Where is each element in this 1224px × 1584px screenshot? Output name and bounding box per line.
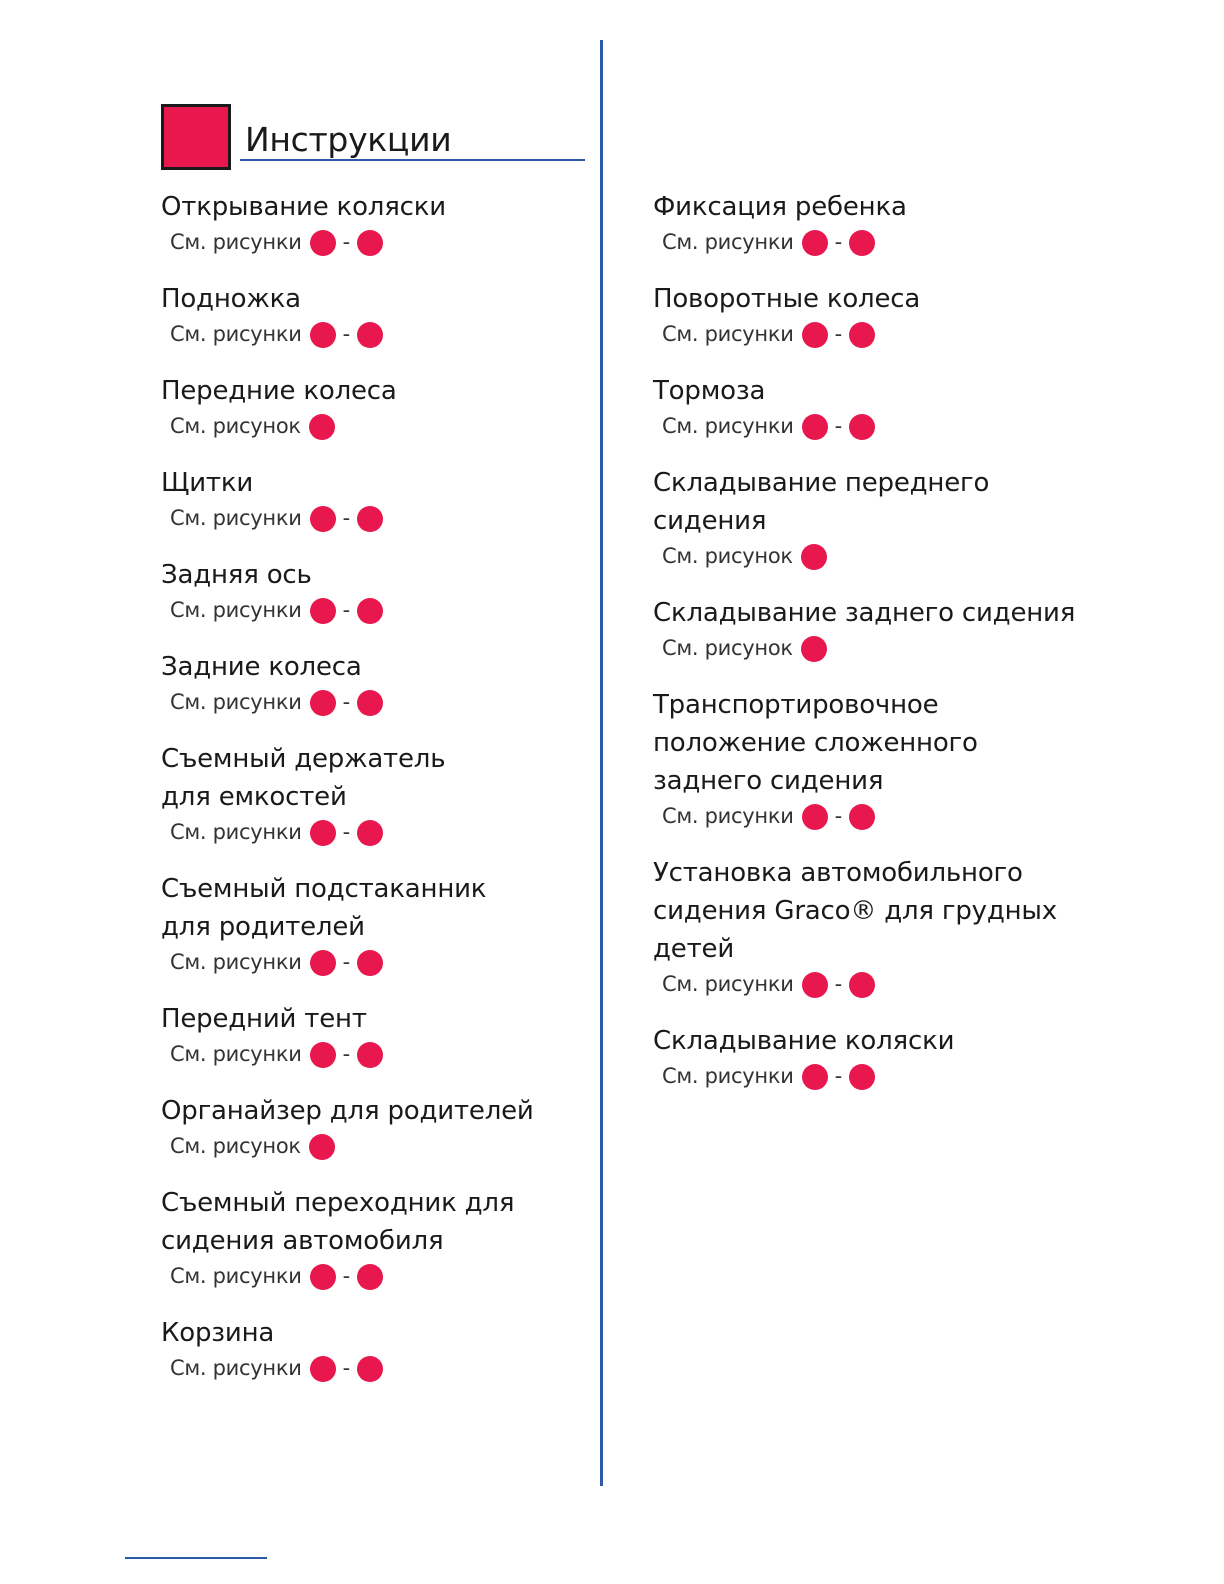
instruction-title: Щитки [161,468,254,498]
figure-reference [161,502,591,535]
instruction-title: Поворотные колеса [653,284,921,314]
instruction-item [653,594,1173,665]
figure-reference-label: См. рисунки [170,950,302,974]
range-separator: - [342,1264,350,1288]
instruction-item [161,464,591,535]
instruction-item [161,1314,591,1385]
figure-marker-icon [310,1356,336,1382]
instruction-item [653,280,1173,351]
instruction-item [653,188,1173,259]
instruction-item [161,556,591,627]
range-separator: - [342,230,350,254]
figure-marker-icon [849,230,875,256]
section-color-marker [161,104,231,170]
instruction-item [161,1092,591,1163]
figure-marker-icon [849,972,875,998]
instruction-item [653,686,1173,833]
figure-marker-icon [802,414,828,440]
figure-marker-icon [849,322,875,348]
figure-reference-label: См. рисунки [170,1042,302,1066]
figure-marker-icon [357,690,383,716]
instruction-title: Складывание переднего сидения [653,468,990,536]
range-separator: - [342,322,350,346]
instruction-item [653,372,1173,443]
figure-marker-icon [357,322,383,348]
figure-reference [161,226,591,259]
figure-marker-icon [357,820,383,846]
range-separator: - [342,1042,350,1066]
instruction-title: Корзина [161,1318,275,1348]
figure-reference-label: См. рисунок [170,414,301,438]
figure-reference [653,632,1173,665]
footer-rule [125,1557,267,1559]
section-title-underline [240,159,585,161]
figure-reference [161,1260,591,1293]
instruction-item [161,1000,591,1071]
figure-marker-icon [357,950,383,976]
figure-reference [161,686,591,719]
instruction-title: Передние колеса [161,376,397,406]
figure-reference-label: См. рисунки [662,230,794,254]
range-separator: - [834,414,842,438]
instruction-title: Съемный держатель для емкостей [161,744,446,812]
instruction-title: Транспортировочное положение сложенного заднего сидения [653,690,978,796]
instruction-title: Установка автомобильного сидения Graco® для грудных детей [653,858,1057,964]
figure-reference [161,816,591,849]
instruction-title: Передний тент [161,1004,367,1034]
figure-reference [653,410,1173,443]
range-separator: - [342,690,350,714]
column-divider [600,40,603,1486]
instruction-item [161,1184,591,1293]
figure-marker-icon [802,1064,828,1090]
figure-reference [161,1130,591,1163]
figure-reference [161,946,591,979]
figure-reference [161,594,591,627]
instruction-title: Фиксация ребенка [653,192,907,222]
instruction-item [161,740,591,849]
instruction-title: Органайзер для родителей [161,1096,534,1126]
figure-marker-icon [801,636,827,662]
range-separator: - [834,1064,842,1088]
figure-marker-icon [849,1064,875,1090]
instruction-item [653,854,1173,1001]
figure-marker-icon [310,230,336,256]
figure-reference-label: См. рисунки [170,820,302,844]
instruction-title: Открывание коляски [161,192,446,222]
figure-marker-icon [357,1356,383,1382]
instruction-item [161,372,591,443]
figure-reference [653,1060,1173,1093]
figure-marker-icon [802,804,828,830]
section-title: Инструкции [245,120,452,159]
instruction-title: Складывание коляски [653,1026,955,1056]
figure-marker-icon [357,506,383,532]
figure-marker-icon [801,544,827,570]
instruction-title: Задняя ось [161,560,312,590]
figure-reference [161,410,591,443]
figure-reference-label: См. рисунки [170,690,302,714]
figure-marker-icon [310,820,336,846]
range-separator: - [834,322,842,346]
instruction-title: Съемный подстаканник для родителей [161,874,487,942]
figure-marker-icon [357,230,383,256]
figure-reference [653,318,1173,351]
figure-reference-label: См. рисунки [170,598,302,622]
figure-marker-icon [849,414,875,440]
figure-reference-label: См. рисунки [170,506,302,530]
figure-marker-icon [802,322,828,348]
instruction-item [161,648,591,719]
instruction-title: Складывание заднего сидения [653,598,1076,628]
figure-reference-label: См. рисунки [170,230,302,254]
figure-marker-icon [310,1042,336,1068]
instruction-item [161,870,591,979]
figure-marker-icon [310,506,336,532]
figure-marker-icon [309,414,335,440]
figure-marker-icon [310,690,336,716]
figure-reference [161,1352,591,1385]
figure-marker-icon [310,322,336,348]
figure-reference-label: См. рисунки [170,322,302,346]
figure-marker-icon [357,1264,383,1290]
instruction-item [161,188,591,259]
figure-marker-icon [849,804,875,830]
figure-marker-icon [310,598,336,624]
figure-marker-icon [802,972,828,998]
instruction-title: Подножка [161,284,301,314]
figure-reference [161,318,591,351]
figure-reference-label: См. рисунок [662,636,793,660]
section-header [161,104,585,172]
instruction-title: Съемный переходник для сидения автомобиля [161,1188,515,1256]
range-separator: - [834,230,842,254]
range-separator: - [342,1356,350,1380]
figure-marker-icon [357,598,383,624]
figure-marker-icon [802,230,828,256]
figure-reference [653,226,1173,259]
range-separator: - [342,506,350,530]
range-separator: - [342,820,350,844]
range-separator: - [342,950,350,974]
figure-reference-label: См. рисунок [170,1134,301,1158]
figure-marker-icon [310,950,336,976]
figure-marker-icon [310,1264,336,1290]
figure-reference [653,800,1173,833]
range-separator: - [834,972,842,996]
figure-reference-label: См. рисунки [662,804,794,828]
figure-reference-label: См. рисунки [170,1356,302,1380]
instruction-item [653,1022,1173,1093]
figure-reference [653,968,1173,1001]
figure-reference-label: См. рисунки [170,1264,302,1288]
figure-reference-label: См. рисунки [662,972,794,996]
figure-reference-label: См. рисунок [662,544,793,568]
range-separator: - [834,804,842,828]
instruction-item [653,464,1173,573]
figure-reference-label: См. рисунки [662,322,794,346]
figure-marker-icon [357,1042,383,1068]
instruction-title: Задние колеса [161,652,362,682]
figure-marker-icon [309,1134,335,1160]
instructions-right-column [653,188,1173,1114]
range-separator: - [342,598,350,622]
figure-reference-label: См. рисунки [662,1064,794,1088]
figure-reference [653,540,1173,573]
instructions-left-column [161,188,591,1406]
instruction-title: Тормоза [653,376,766,406]
figure-reference [161,1038,591,1071]
instruction-item [161,280,591,351]
figure-reference-label: См. рисунки [662,414,794,438]
